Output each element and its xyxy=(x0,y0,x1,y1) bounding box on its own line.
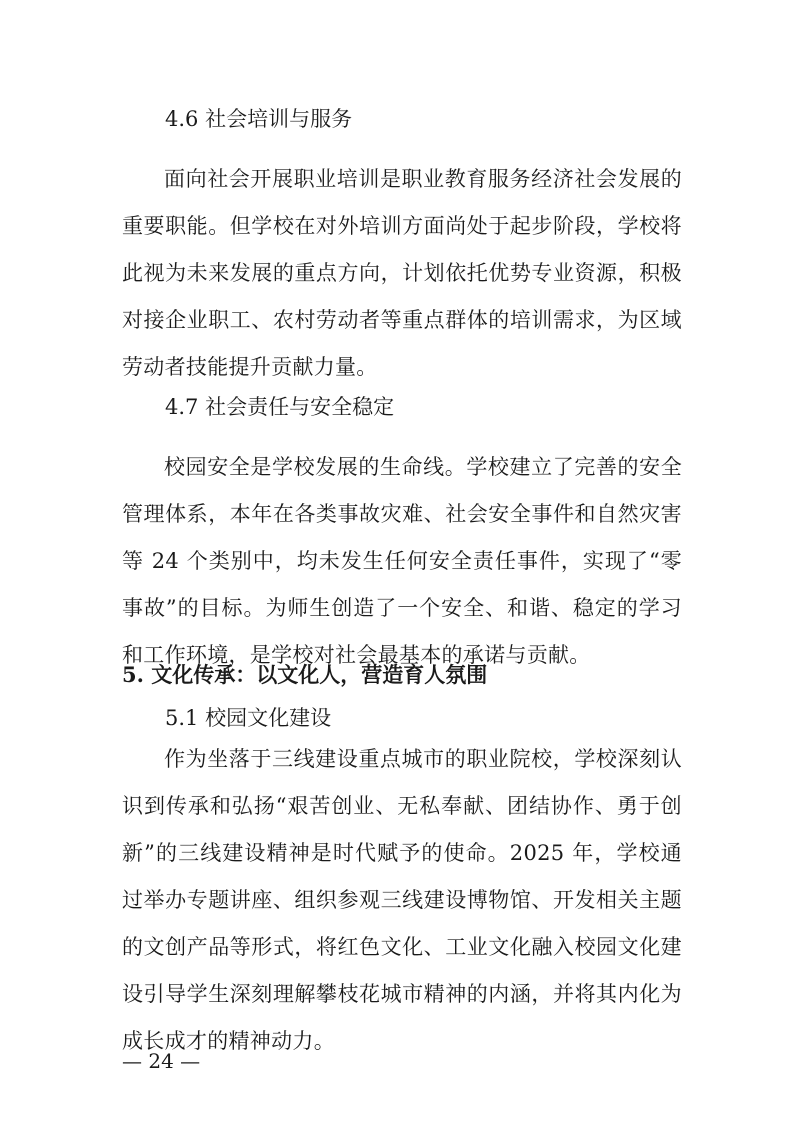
page-number: — 24 — xyxy=(122,1049,201,1073)
section-5-1-heading: 5.1 校园文化建设 xyxy=(165,706,332,730)
section-4-6-heading: 4.6 社会培训与服务 xyxy=(165,107,353,131)
section-4-7-heading: 4.7 社会责任与安全稳定 xyxy=(165,395,395,419)
section-5-1-paragraph: 作为坐落于三线建设重点城市的职业院校，学校深刻认识到传承和弘扬“艰苦创业、无私奉献、团结协作、勇于创新”的三线建设精神是时代赋予的使命。2025 年，学校通过举办专题讲座、组织参观三线建设博物馆、开发相关主题的文创产品等形式，将红色文化、工业文化融入校园文化建设引导学生深刻理解攀枝花城市精神的内涵，并将其内化为成长成才的精神动力。 xyxy=(122,747,682,1053)
section-4-6-paragraph: 面向社会开展职业培训是职业教育服务经济社会发展的重要职能。但学校在对外培训方面尚处于起步阶段，学校将此视为未来发展的重点方向，计划依托优势专业资源，积极对接企业职工、农村劳动者等重点群体的培训需求，为区域劳动者技能提升贡献力量。 xyxy=(122,167,682,379)
section-4-7-paragraph: 校园安全是学校发展的生命线。学校建立了完善的安全管理体系，本年在各类事故灾难、社会安全事件和自然灾害等 24 个类别中，均未发生任何安全责任事件，实现了“零事故”的目标。为师生创造了一个安全、和谐、稳定的学习和工作环境，是学校对社会最基本的承诺与贡献。 xyxy=(122,455,682,667)
chapter-5-heading: 5. 文化传承：以文化人，营造育人氛围 xyxy=(122,662,488,687)
